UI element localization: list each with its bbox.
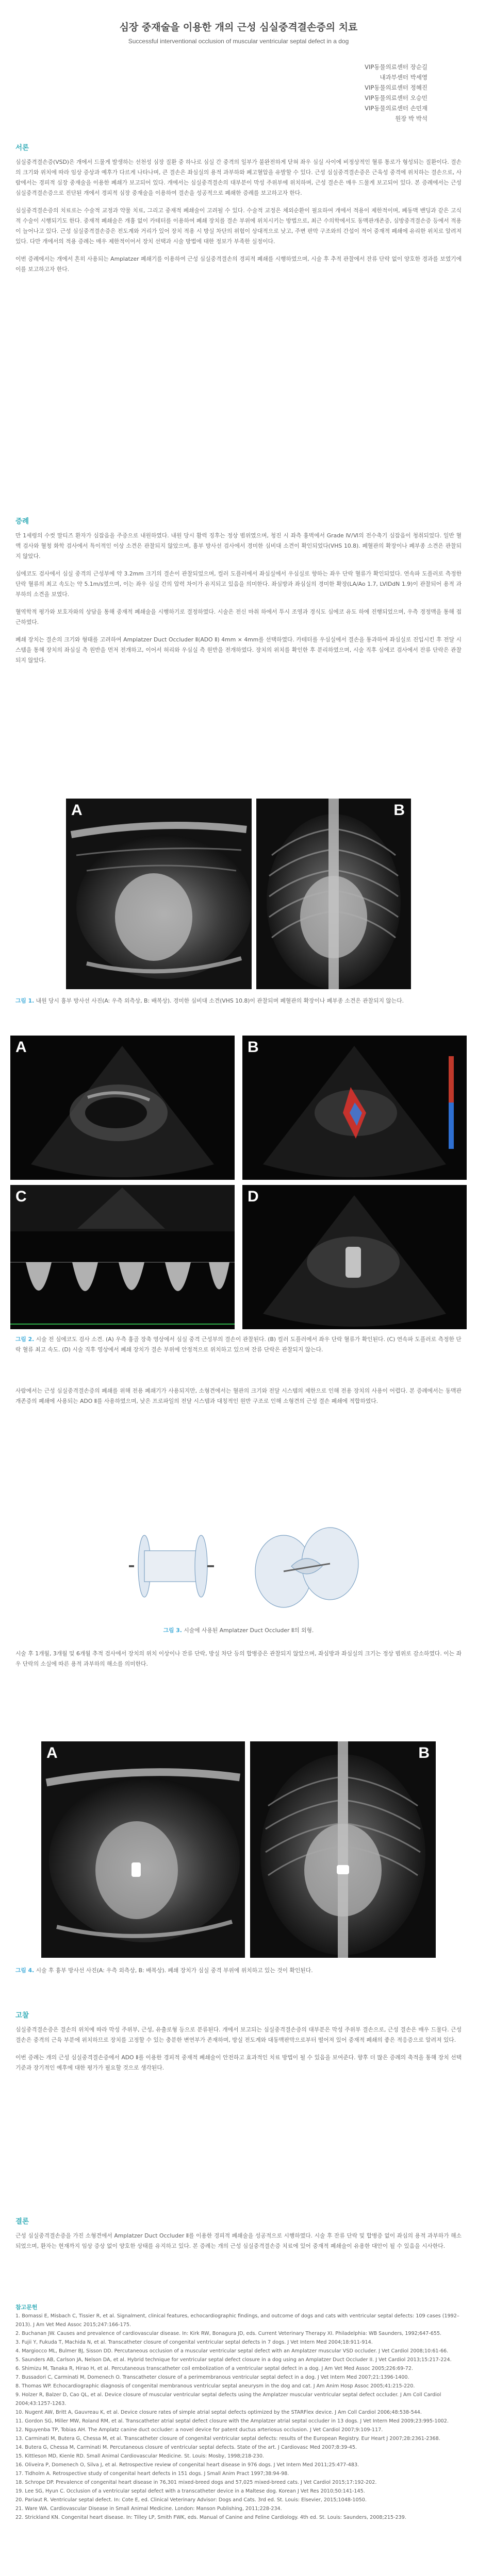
reference-item: 5. Saunders AB, Carlson JA, Nelson DA, et al. Hybrid technique for ventricular septal defect closure in a dog using an Amplatzer Duct Occluder II. J Vet Cardiol 2013;15:217-224. — [15, 2357, 452, 2363]
article-title: 심장 중재술을 이용한 개의 근성 심실중격결손증의 치료 — [119, 22, 358, 33]
paragraph: 시술 후 1개월, 3개월 및 6개월 추적 검사에서 장치의 위치 이상이나 잔류 단락, 방실 차단 등의 합병증은 관찰되지 않았으며, 좌심방과 좌심실의 크기는 정상 범위로 감소하였다. 이는 좌우 단락의 소실에 따른 용적 과부하의 해소를 의미한다. — [15, 1650, 462, 1667]
section-case-cont-2 — [15, 1649, 462, 1676]
figure-2-panel-a — [10, 1036, 235, 1180]
caption-text: 시술 후 흉부 방사선 사진(A: 우측 외측상, B: 배복상). 폐쇄 장치가 심실 중격 부위에 위치하고 있는 것이 확인된다. — [36, 1967, 313, 1974]
author-line: VIP동물의료센터 오승민 — [365, 94, 427, 101]
reference-item: 2. Buchanan JW. Causes and prevalence of cardiovascular disease. In: Kirk RW, Bonagura JD, eds. Current Veterinary Therapy XI. Philadelphia: WB Saunders, 1992;647-655. — [15, 2331, 442, 2336]
paragraph: 폐쇄 장치는 결손의 크기와 형태를 고려하여 Amplatzer Duct Occluder Ⅱ(ADO Ⅱ) 4mm × 4mm를 선택하였다. 카테터를 우심실에서 결손을 통과하여 좌심실로 진입시킨 후 전달 시스템을 통해 장치의 좌심실 측 원반을 먼저 전개하고, 이어서 허리와 우심실 측 원반을 전개하였다. 장치의 위치를 확인한 후 분리하였으며, 시술 직후 심에코 검사에서 잔류 단락은 관찰되지 않았다. — [15, 636, 462, 664]
author-line: 내과부센터 박세영 — [380, 74, 427, 81]
paragraph: 만 1세령의 수컷 말티즈 환자가 심잡음을 주증으로 내원하였다. 내원 당시 활력 징후는 정상 범위였으며, 청진 시 좌측 흉벽에서 Grade Ⅳ/Ⅵ의 전수축기 심잡음이 청취되었다. 일반 혈액 검사와 혈청 화학 검사에서 특이적인 이상 소견은 관찰되지 않았으며, 흉부 방사선 검사에서 경미한 심비대 소견이 확인되었다(VHS 10.8). 폐혈관의 확장이나 폐부종 소견은 관찰되지 않았다. — [15, 532, 462, 560]
references-list — [15, 2303, 462, 2522]
panel-letter: B — [393, 802, 405, 819]
lateral-radiograph-image — [66, 799, 252, 989]
figure-4-panel-b — [250, 1741, 436, 1958]
figure-2-panel-b — [242, 1036, 467, 1180]
panel-letter: A — [46, 1744, 58, 1761]
section-intro — [15, 142, 462, 282]
paragraph: 이번 증례는 개의 근성 심실중격결손증에서 ADO Ⅱ를 이용한 경피적 중재적 폐쇄술이 안전하고 효과적인 치료 방법이 될 수 있음을 보여준다. 향후 더 많은 증례의 축적을 통해 장치 선택 기준과 장기적인 예후에 대한 평가가 필요할 것으로 생각된다. — [15, 2054, 462, 2071]
section-case-cont — [15, 1386, 462, 1414]
figure-2-panel-c — [10, 1185, 235, 1329]
figure-label: 그림 3. — [163, 1627, 182, 1634]
reference-item: 18. Schrope DP. Prevalence of congenital heart disease in 76,301 mixed-breed dogs and 57,025 mixed-breed cats. J Vet Cardiol 2015;17:192-202. — [15, 2480, 377, 2485]
panel-letter: D — [248, 1188, 259, 1205]
article-header — [0, 0, 477, 45]
figure-label: 그림 4. — [15, 1967, 35, 1974]
article-subtitle-en: Successful interventional occlusion of muscular ventricular septal defect in a dog — [128, 38, 349, 45]
author-list — [365, 62, 427, 124]
post-op-lateral-radiograph — [41, 1741, 245, 1958]
section-heading: 고찰 — [15, 2011, 29, 2020]
references-heading: 참고문헌 — [15, 2304, 38, 2311]
caption-text: 시술 전 심에코도 검사 소견. (A) 우측 흉골 장축 영상에서 심실 중격 근성부의 결손이 관찰된다. (B) 컬러 도플러에서 좌우 단락 혈류가 확인된다. (C) 연속파 도플러로 측정한 단락 혈류 최고 속도. (D) 시술 직후 영상에서 폐쇄 장치가 결손 부위에 안정적으로 위치하고 있으며 잔류 단락은 관찰되지 않는다. — [15, 1336, 462, 1353]
figure-3-caption — [0, 1625, 477, 1636]
post-op-vd-radiograph — [250, 1741, 436, 1958]
reference-item: 12. Nguyenba TP, Tobias AH. The Amplatz canine duct occluder: a novel device for patent ductus arteriosus occlusion. J Vet Cardiol 2007;9:109-117. — [15, 2427, 383, 2433]
paragraph: 혈역학적 평가와 보호자와의 상담을 통해 중재적 폐쇄술을 시행하기로 결정하였다. 시술은 전신 마취 하에서 투시 조영과 경식도 심에코 유도 하에 진행되었으며, 우측 경정맥을 통해 접근하였다. — [15, 608, 462, 625]
reference-item: 6. Shimizu M, Tanaka R, Hirao H, et al. Percutaneous transcatheter coil embolization of a ventricular septal defect in a dog. J Am Vet Med Assoc 2005;226:69-72. — [15, 2366, 414, 2371]
section-heading: 서론 — [15, 144, 29, 152]
reference-item: 19. Lee SG, Hyun C. Occlusion of a ventricular septal defect with a transcatheter device in a Maltese dog. Korean J Vet Res 2010;50:141-145. — [15, 2488, 365, 2494]
paragraph: 이번 증례에서는 개에서 흔히 사용되는 Amplatzer 폐쇄기를 이용하여 근성 심실중격결손의 경피적 폐쇄를 시행하였으며, 시술 후 추적 관찰에서 잔류 단락 없이 양호한 경과를 보였기에 이를 보고하고자 한다. — [15, 256, 462, 273]
section-heading: 증례 — [15, 517, 29, 526]
paragraph: 심에코도 검사에서 심실 중격의 근성부에 약 3.2mm 크기의 결손이 관찰되었으며, 컬러 도플러에서 좌심실에서 우심실로 향하는 좌우 단락 혈류가 확인되었다. 연속파 도플러로 측정한 단락 혈류의 최고 속도는 약 5.1m/s였으며, 이는 좌우 심실 간의 압력 차이가 유지되고 있음을 의미한다. 좌심방과 좌심실의 경미한 확장(LA/Ao 1.7, LVIDdN 1.9)이 관찰되어 용적 과부하의 소견을 보였다. — [15, 570, 462, 598]
reference-item: 4. Margiocco ML, Bulmer BJ, Sisson DD. Percutaneous occlusion of a muscular ventricular septal defect with an Amplatzer muscular VSD occluder. J Vet Cardiol 2008;10:61-66. — [15, 2348, 449, 2354]
reference-item: 7. Bussadori C, Carminati M, Domenech O. Transcatheter closure of a perimembranous ventricular septal defect in a dog. J Vet Intern Med 2007;21:1396-1400. — [15, 2375, 409, 2380]
paragraph: 심실중격결손증은 결손의 위치에 따라 막성 주위부, 근성, 유출로형 등으로 분류된다. 개에서 보고되는 심실중격결손증의 대부분은 막성 주위부 결손으로, 근성 결손은 매우 드물다. 근성 결손은 중격의 근육 부분에 위치하므로 장치를 고정할 수 있는 충분한 변연부가 존재하며, 방실 전도계와 대동맥판막으로부터 떨어져 있어 중재적 폐쇄의 좋은 적응증으로 알려져 있다. — [15, 2026, 462, 2043]
author-line: 원장 박 박석 — [395, 115, 427, 122]
figure-4-panel-a — [41, 1741, 245, 1958]
paragraph: 심실중격결손증의 치료로는 수술적 교정과 약물 치료, 그리고 중재적 폐쇄술이 고려될 수 있다. 수술적 교정은 체외순환이 필요하여 개에서 적용이 제한적이며, 폐동맥 밴딩과 같은 고식적 수술이 시행되기도 한다. 중재적 폐쇄술은 개흉 없이 카테터를 이용하여 폐쇄 장치를 결손 부위에 위치시키는 방법으로, 최근 수의학에서도 동맥관개존증, 심방중격결손증 등에서 적용이 늘어나고 있다. 근성 심실중격결손증은 전도계와 거리가 있어 장치 적용 시 방실 차단의 위험이 상대적으로 낮고, 주변 판막 구조와의 간섭이 적어 중재적 폐쇄에 유리한 위치로 알려져 있다. 다만 개에서의 적용 증례는 매우 제한적이어서 장치 선택과 시술 방법에 대한 정보가 부족한 실정이다. — [15, 207, 462, 245]
reference-item: 1. Bomassi E, Misbach C, Tissier R, et al. Signalment, clinical features, echocardiographic findings, and outcome of dogs and cats with ventricular septal defects: 109 cases (1992–2013). J Am Vet Med Assoc 2015;247:166-175. — [15, 2313, 459, 2328]
figure-4-caption — [15, 1965, 462, 1976]
figure-2-caption — [15, 1334, 462, 1355]
reference-item: 16. Oliveira P, Domenech O, Silva J, et al. Retrospective review of congenital heart disease in 976 dogs. J Vet Intern Med 2011;25:477-483. — [15, 2462, 359, 2468]
reference-item: 8. Thomas WP. Echocardiographic diagnosis of congenital membranous ventricular septal aneurysm in the dog and cat. J Am Anim Hosp Assoc 2005;41:215-220. — [15, 2383, 415, 2389]
reference-item: 11. Gordon SG, Miller MW, Roland RM, et al. Transcatheter atrial septal defect closure with the Amplatzer atrial septal occluder in 13 dogs. J Vet Intern Med 2009;23:995-1002. — [15, 2418, 449, 2424]
author-line: VIP동물의료센터 장순길 — [365, 63, 427, 71]
panel-letter: A — [15, 1039, 27, 1056]
echo-post-occlusion-image — [242, 1185, 467, 1329]
reference-item: 14. Butera G, Chessa M, Carminati M. Percutaneous closure of ventricular septal defects. State of the art. J Cardiovasc Med 2007;8:39-45. — [15, 2445, 357, 2450]
reference-item: 10. Nugent AW, Britt A, Gauvreau K, et al. Device closure rates of simple atrial septal defects optimized by the STARFlex device. J Am Coll Cardiol 2006;48:538-544. — [15, 2410, 422, 2415]
reference-item: 9. Holzer R, Balzer D, Cao QL, et al. Device closure of muscular ventricular septal defects using the Amplatzer muscular ventricular septal defect occluder. J Am Coll Cardiol 2004;43:1257-1263. — [15, 2392, 441, 2406]
reference-item: 13. Carminati M, Butera G, Chessa M, et al. Transcatheter closure of congenital ventricular septal defects: results of the European Registry. Eur Heart J 2007;28:2361-2368. — [15, 2436, 440, 2442]
caption-text: 내원 당시 흉부 방사선 사진(A: 우측 외측상, B: 배복상). 경미한 심비대 소견(VHS 10.8)이 관찰되며 폐혈관의 확장이나 폐부종 소견은 관찰되지 않는다. — [36, 997, 404, 1004]
caption-text: 시술에 사용된 Amplatzer Duct Occluder Ⅱ의 외형. — [184, 1627, 314, 1634]
reference-item: 21. Ware WA. Cardiovascular Disease in Small Animal Medicine. London: Manson Publishing, 2011;228-234. — [15, 2506, 282, 2512]
figure-2-panel-d — [242, 1185, 467, 1329]
reference-item: 15. Kittleson MD, Kienle RD. Small Animal Cardiovascular Medicine. St. Louis: Mosby, 1998;218-230. — [15, 2453, 264, 2459]
panel-letter: A — [71, 802, 83, 819]
vd-radiograph-image — [256, 799, 411, 989]
panel-letter: B — [418, 1744, 430, 1761]
section-discussion — [15, 2009, 462, 2080]
author-line: VIP동물의료센터 손민재 — [365, 105, 427, 112]
paragraph: 근성 심실중격결손증을 가진 소형견에서 Amplatzer Duct Occluder Ⅱ를 이용한 경피적 폐쇄술을 성공적으로 시행하였다. 시술 후 잔류 단락 및 합병증 없이 좌심의 용적 과부하가 해소되었으며, 환자는 현재까지 임상 증상 없이 양호한 상태를 유지하고 있다. 본 증례는 개의 근성 심실중격결손증 치료에 있어 중재적 폐쇄술이 유용한 대안이 될 수 있음을 시사한다. — [15, 2232, 462, 2249]
echo-2d-image — [10, 1036, 235, 1180]
echo-cw-doppler-image — [10, 1185, 235, 1329]
paragraph: 심실중격결손증(VSD)은 개에서 드물게 발생하는 선천성 심장 질환 중 하나로 심실 간 중격의 일부가 불완전하게 닫혀 좌우 심실 사이에 비정상적인 혈류 통로가 형성되는 질환이다. 결손의 크기와 위치에 따라 임상 증상과 예후가 다르게 나타나며, 큰 결손은 좌심실의 용적 과부하와 폐고혈압을 유발할 수 있다. 근성 심실중격결손증은 근육성 중격에 위치하는 결손으로, 사람에서는 경피적 심장 중재술을 이용한 폐쇄가 보고되어 있다. 개에서는 심실중격결손의 대부분이 막성 주위부에 위치하며, 근성 결손은 매우 드물게 보고되어 있다. 본 증례에서는 근성 심실중격결손증으로 진단된 개에서 경피적 심장 중재술을 이용하여 결손을 성공적으로 폐쇄한 증례를 보고하고자 한다. — [15, 159, 462, 196]
figure-1-caption — [15, 996, 462, 1006]
figure-1-panel-a — [66, 799, 252, 989]
figure-1-panel-b — [256, 799, 411, 989]
panel-letter: B — [248, 1039, 259, 1056]
reference-item: 17. Tidholm A. Retrospective study of congenital heart defects in 151 dogs. J Small Anim Pract 1997;38:94-98. — [15, 2471, 289, 2477]
panel-letter: C — [15, 1188, 27, 1205]
section-conclusion — [15, 2215, 462, 2259]
figure-label: 그림 1. — [15, 997, 35, 1004]
paragraph: 사람에서는 근성 심실중격결손증의 폐쇄를 위해 전용 폐쇄기가 사용되지만, 소형견에서는 혈관의 크기와 전달 시스템의 제한으로 인해 전용 장치의 사용이 어렵다. 본 증례에서는 동맥관개존증의 폐쇄에 사용되는 ADO Ⅱ를 사용하였으며, 낮은 프로파일의 전달 시스템과 대칭적인 원반 구조로 인해 소형견의 근성 결손 폐쇄에 적합하였다. — [15, 1387, 462, 1404]
reference-item: 3. Fujii Y, Fukuda T, Machida N, et al. Transcatheter closure of congenital ventricular septal defects in 7 dogs. J Vet Intern Med 2004;18:911-914. — [15, 2340, 373, 2345]
author-line: VIP동물의료센터 정혜진 — [365, 84, 427, 91]
echo-color-doppler-image — [242, 1036, 467, 1180]
reference-item: 22. Strickland KN. Congenital heart disease. In: Tilley LP, Smith FWK, eds. Manual of Canine and Feline Cardiology. 4th ed. St. Louis: Saunders, 2008;215-239. — [15, 2515, 406, 2520]
section-heading: 결론 — [15, 2217, 29, 2226]
figure-label: 그림 2. — [15, 1336, 35, 1343]
reference-item: 20. Pariaut R. Ventricular septal defect. In: Cote E, ed. Clinical Veterinary Advisor: Dogs and Cats. 3rd ed. St. Louis: Elsevier, 2015;1048-1050. — [15, 2497, 367, 2503]
section-case — [15, 515, 462, 673]
figure-3-image — [88, 1515, 389, 1618]
occluder-device-image — [88, 1515, 389, 1618]
